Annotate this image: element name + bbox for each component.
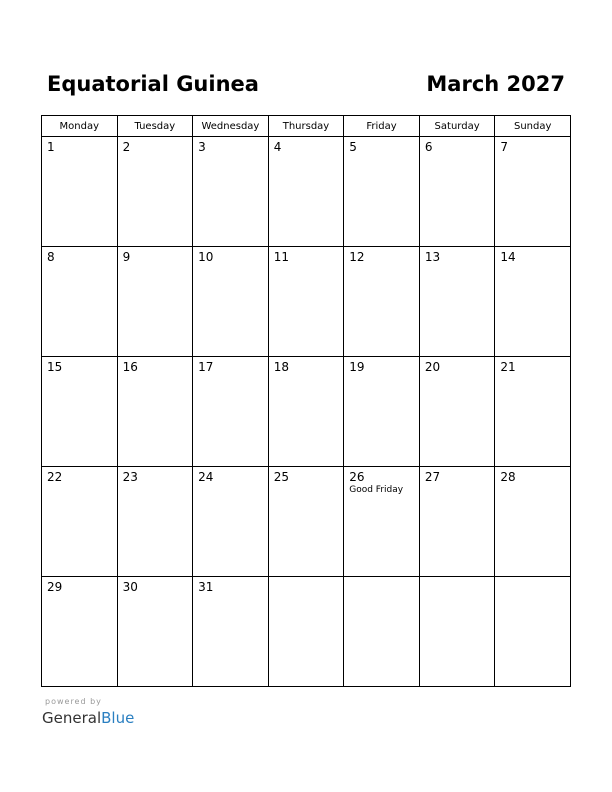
- day-cell: [419, 137, 495, 247]
- day-number: 4: [273, 140, 282, 154]
- brand-blue: Blue: [101, 709, 135, 727]
- day-cell: [419, 577, 495, 687]
- brand-general: General: [42, 709, 102, 727]
- day-cell: [42, 357, 118, 467]
- weekday-thursday: Thursday: [268, 116, 344, 137]
- holiday-label: Good Friday: [349, 485, 404, 495]
- day-number: 1: [47, 140, 55, 154]
- day-cell: [193, 577, 269, 687]
- day-number: 20: [424, 360, 441, 374]
- day-number: 26: [349, 470, 365, 484]
- day-number: 11: [273, 250, 289, 264]
- day-cell: [344, 467, 420, 577]
- day-number: 3: [198, 140, 206, 154]
- weekday-tuesday: Tuesday: [117, 116, 193, 137]
- weekday-wednesday: Wednesday: [193, 116, 269, 137]
- day-cell: [117, 357, 193, 467]
- calendar-body: [42, 137, 571, 687]
- day-number: 2: [122, 140, 131, 154]
- day-number: 10: [198, 250, 214, 264]
- day-cell: [117, 467, 193, 577]
- day-number: 17: [198, 360, 214, 374]
- day-cell: [268, 577, 344, 687]
- day-cell: [495, 357, 571, 467]
- day-cell: [117, 247, 193, 357]
- day-cell: [268, 137, 344, 247]
- day-number: 19: [349, 360, 365, 374]
- day-cell: [344, 137, 420, 247]
- day-number: 29: [47, 580, 63, 594]
- week-row: [42, 577, 571, 687]
- week-row: [42, 247, 571, 357]
- day-number: 15: [47, 360, 63, 374]
- day-cell: [495, 577, 571, 687]
- day-number: 7: [500, 140, 509, 154]
- month-year-title: March 2027: [426, 72, 565, 96]
- day-cell: [42, 577, 118, 687]
- day-number: 23: [122, 470, 138, 484]
- day-cell: [344, 577, 420, 687]
- day-number: 21: [500, 360, 516, 374]
- day-number: 31: [198, 580, 214, 594]
- day-number: 13: [424, 250, 441, 264]
- day-number: 24: [198, 470, 214, 484]
- day-cell: [495, 137, 571, 247]
- day-cell: [344, 357, 420, 467]
- day-cell: [268, 357, 344, 467]
- day-cell: [495, 247, 571, 357]
- day-cell: [268, 247, 344, 357]
- day-cell: [42, 467, 118, 577]
- week-row: [42, 137, 571, 247]
- day-cell: [344, 247, 420, 357]
- day-cell: [419, 467, 495, 577]
- day-cell: [495, 467, 571, 577]
- generalblue-logo: [42, 708, 134, 728]
- day-cell: [193, 247, 269, 357]
- day-number: 8: [47, 250, 55, 264]
- day-cell: [42, 137, 118, 247]
- day-number: 14: [500, 250, 516, 264]
- day-cell: [193, 357, 269, 467]
- day-number: 22: [47, 470, 63, 484]
- day-cell: [268, 467, 344, 577]
- day-number: 30: [122, 580, 138, 594]
- weekday-monday: Monday: [42, 116, 118, 137]
- day-number: [420, 577, 495, 580]
- day-cell: [193, 467, 269, 577]
- day-number: 28: [500, 470, 516, 484]
- day-number: 6: [424, 140, 433, 154]
- week-row: [42, 467, 571, 577]
- day-number: 16: [122, 360, 138, 374]
- day-number: 5: [349, 140, 357, 154]
- weekday-saturday: Saturday: [419, 116, 495, 137]
- day-number: 18: [273, 360, 289, 374]
- day-number: [495, 577, 570, 580]
- powered-by-text: powered by: [45, 697, 102, 706]
- day-cell: [419, 247, 495, 357]
- day-number: 27: [424, 470, 441, 484]
- weekday-header-row: [42, 116, 571, 137]
- day-cell: [117, 577, 193, 687]
- calendar-grid: [41, 115, 571, 687]
- weekday-friday: Friday: [344, 116, 420, 137]
- day-cell: [117, 137, 193, 247]
- week-row: [42, 357, 571, 467]
- day-number: 9: [122, 250, 131, 264]
- day-number: 12: [349, 250, 365, 264]
- day-cell: [42, 247, 118, 357]
- weekday-sunday: Sunday: [495, 116, 571, 137]
- country-title: Equatorial Guinea: [47, 72, 259, 96]
- day-number: 25: [273, 470, 289, 484]
- day-cell: [419, 357, 495, 467]
- day-number: [344, 577, 419, 580]
- day-cell: [193, 137, 269, 247]
- day-number: [269, 577, 344, 580]
